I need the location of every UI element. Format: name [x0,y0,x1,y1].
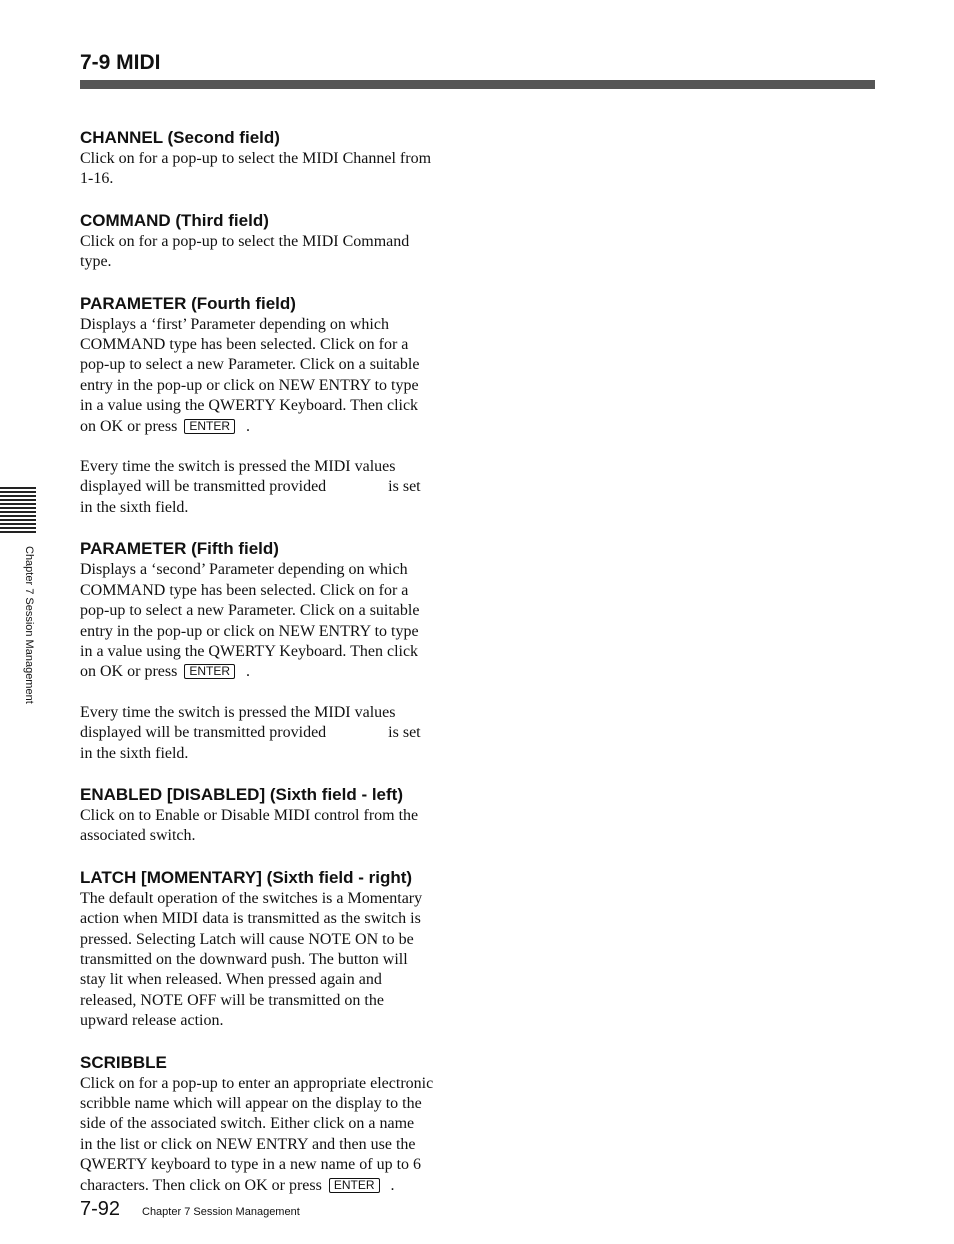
text-line: in the list or click on NEW ENTRY and then use the [80,1135,416,1153]
paragraph [80,315,470,437]
text-line: Displays a ‘second’ Parameter depending on which [80,561,408,579]
text-line: QWERTY keyboard to type in a new name of up to 6 [80,1156,422,1174]
paragraph [80,806,470,847]
heading-parameter-fourth: PARAMETER (Fourth field) [80,293,296,313]
text-line: pop-up to select a new Parameter. Click on a suitable [80,602,420,620]
paragraph [80,889,470,1032]
enter-key-label: ENTER [184,664,235,679]
text-segment: . [246,417,250,435]
text-segment: . [390,1176,395,1194]
heading-parameter-fifth: PARAMETER (Fifth field) [80,539,279,559]
title-rule [80,80,875,89]
text-line [80,477,470,497]
footer-chapter-label: Chapter 7 Session Management [142,1206,300,1218]
heading-latch: LATCH [MOMENTARY] (Sixth field - right) [80,867,413,887]
text-segment: . [246,663,250,681]
text-line: Click on for a pop-up to select the MIDI Channel from [80,150,432,167]
text-line: Every time the switch is pressed the MIDI values [80,458,396,476]
text-line: Every time the switch is pressed the MIDI values [80,703,396,721]
text-line: released, NOTE OFF will be transmitted on the [80,991,384,1009]
paragraph [80,560,470,682]
text-line: Displays a ‘first’ Parameter depending on which [80,315,389,333]
heading-command: COMMAND (Third field) [80,210,269,230]
heading-scribble: SCRIBBLE [80,1052,167,1072]
text-line [80,723,470,743]
text-segment: on OK or press [80,663,178,681]
text-line: scribble name which will appear on the display to the [80,1095,422,1112]
text-line: type. [80,253,112,271]
paragraph [80,1074,470,1196]
text-line [80,1176,470,1196]
text-line: in a value using the QWERTY Keyboard. Then click [80,397,419,415]
paragraph [80,457,470,518]
text-line: side of the associated switch. Either click on a name [80,1115,415,1133]
text-line: Click on for a pop-up to select the MIDI Command [80,232,410,250]
text-line [80,662,470,682]
heading-channel: CHANNEL (Second field) [80,128,280,147]
main-content [80,127,470,1196]
text-line: associated switch. [80,827,196,845]
text-line: COMMAND type has been selected. Click on for a [80,336,409,354]
text-line: 1-16. [80,170,114,188]
text-line: upward release action. [80,1012,224,1030]
text-line: Click on to Enable or Disable MIDI control from the [80,806,419,824]
text-line: in the sixth field. [80,498,189,516]
section-title: 7-9 MIDI [80,51,161,74]
text-line: in a value using the QWERTY Keyboard. Then click [80,642,419,660]
text-line: stay lit when released. When pressed again and [80,971,382,989]
text-line: transmitted on the downward push. The button will [80,950,408,968]
text-line: COMMAND type has been selected. Click on for a [80,581,409,599]
text-segment: displayed will be transmitted provided [80,724,327,742]
text-segment: is set [388,724,421,742]
text-line [80,417,470,437]
page-number: 7-92 [80,1198,121,1220]
text-segment: is set [388,478,421,496]
paragraph [80,149,470,190]
text-line: pressed. Selecting Latch will cause NOTE ON to be [80,930,414,948]
paragraph [80,232,470,273]
chapter-thumb-tab [0,487,36,533]
text-line: entry in the pop-up or click on NEW ENTRY to type [80,376,419,394]
text-line: pop-up to select a new Parameter. Click on a suitable [80,356,420,374]
text-line: action when MIDI data is transmitted as the switch is [80,910,421,928]
text-line: entry in the pop-up or click on NEW ENTRY to type [80,622,419,640]
text-segment: displayed will be transmitted provided [80,478,327,496]
text-segment: on OK or press [80,417,178,435]
side-chapter-label: Chapter 7 Session Management [23,546,35,704]
heading-enabled: ENABLED [DISABLED] (Sixth field - left) [80,784,403,804]
enter-key-label: ENTER [184,419,235,434]
text-line: Click on for a pop-up to enter an appropriate electronic [80,1074,434,1092]
enter-key-label: ENTER [329,1178,380,1193]
paragraph [80,703,470,764]
text-segment: characters. Then click on OK or press [80,1176,322,1194]
text-line: The default operation of the switches is a Momentary [80,889,423,907]
text-line: in the sixth field. [80,744,189,762]
